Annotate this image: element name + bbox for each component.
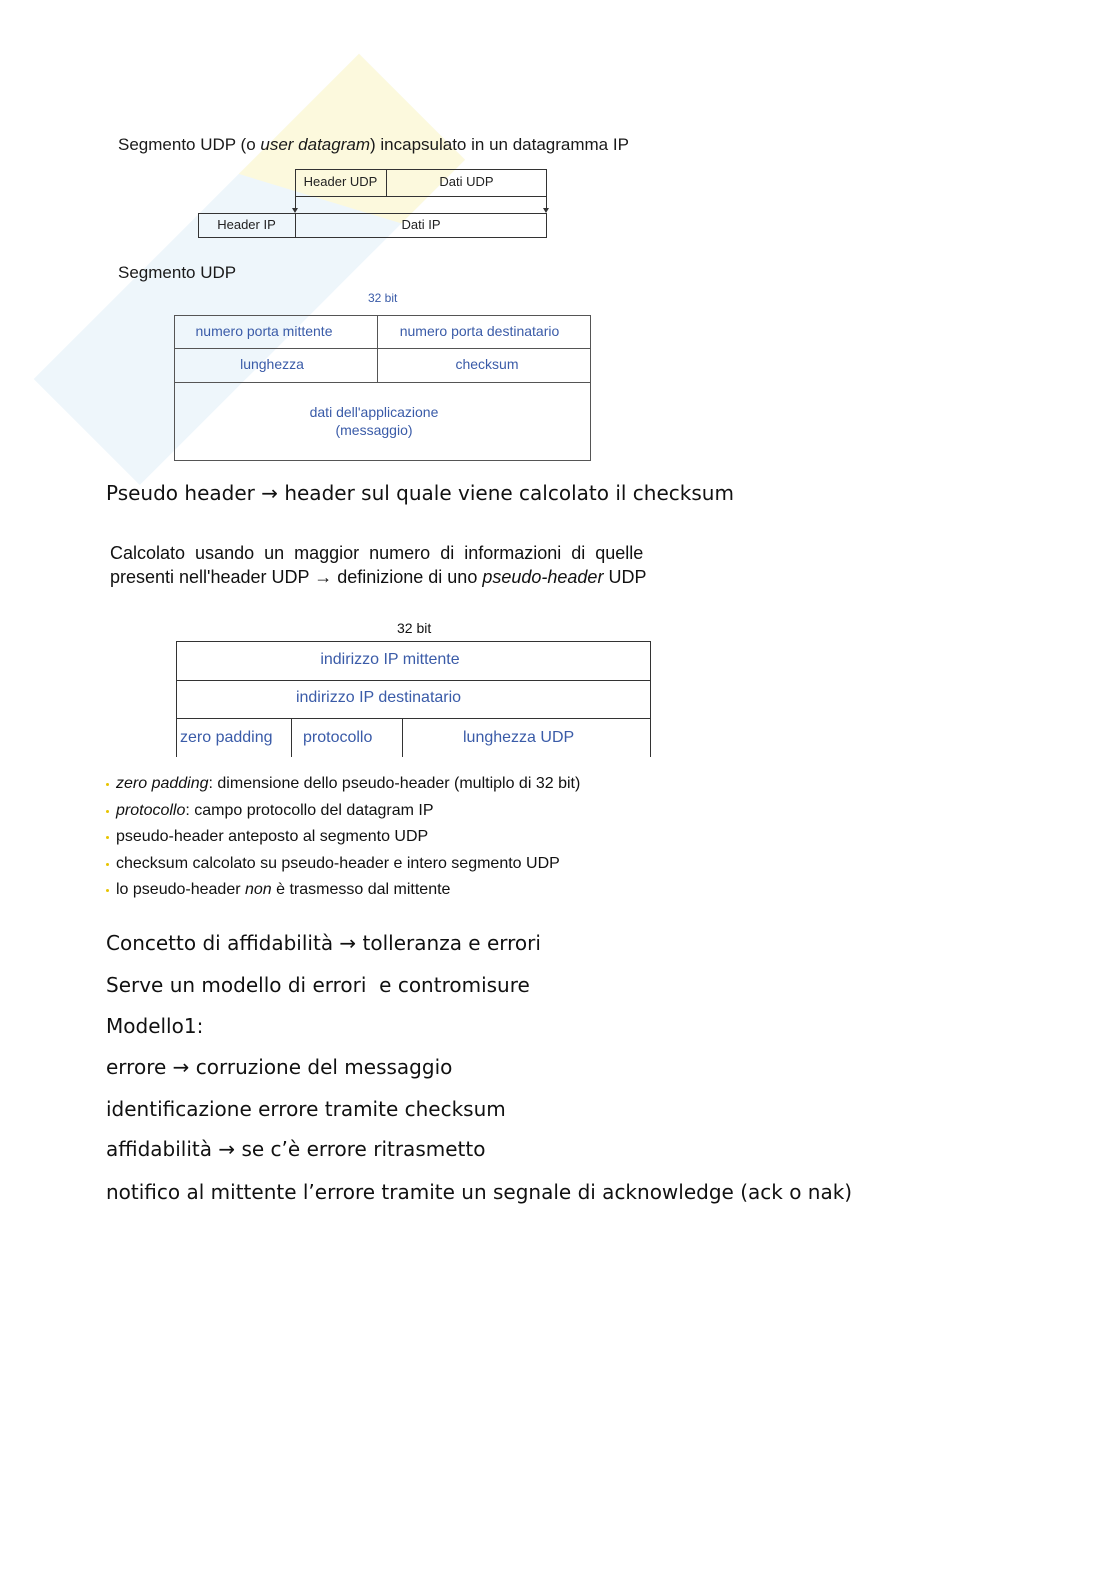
dati-ip-label: Dati IP [401, 217, 441, 232]
list-item: lo pseudo-header non è trasmesso dal mittente [106, 881, 580, 908]
note-line: identificazione errore tramite checksum [106, 1097, 506, 1121]
length-field: lunghezza [240, 356, 304, 372]
bullet-icon [106, 836, 109, 839]
bullet-icon [106, 783, 109, 786]
row-divider [174, 382, 591, 383]
row-divider [176, 718, 651, 719]
note-line: errore → corruzione del messaggio [106, 1055, 453, 1079]
list-item: pseudo-header anteposto al segmento UDP [106, 828, 580, 855]
pseudo-width-label: 32 bit [397, 620, 432, 636]
pseudo-header-title: Pseudo header → header sul quale viene calcolato il checksum [106, 481, 734, 505]
udp-length-field: lunghezza UDP [463, 729, 575, 746]
note-line: notifico al mittente l’errore tramite un segnale di acknowledge (ack o nak) [106, 1180, 853, 1204]
bullet-icon [106, 863, 109, 866]
note-line: Serve un modello di errori e contromisure [106, 973, 530, 997]
col-divider [650, 641, 651, 757]
list-item: zero padding: dimensione dello pseudo-header (multiplo di 32 bit) [106, 775, 580, 802]
source-ip-field: indirizzo IP mittente [320, 651, 460, 668]
bullet-icon [106, 889, 109, 892]
row-divider [174, 348, 591, 349]
udp-segment-caption: Segmento UDP [118, 263, 237, 282]
pseudo-header-desc-line1: Calcolato usando un maggior numero di informazioni di quelle [110, 543, 644, 563]
header-udp-label: Header UDP [303, 174, 378, 189]
checksum-field: checksum [455, 356, 519, 372]
udp-width-label: 32 bit [368, 291, 398, 305]
row-divider [176, 680, 651, 681]
list-item: protocollo: campo protocollo del datagram IP [106, 802, 580, 829]
data-field-line1: dati dell'applicazione [309, 404, 439, 420]
bullet-icon [106, 810, 109, 813]
pseudo-header-desc-line2: presenti nell'header UDP → definizione di uno pseudo-header UDP [110, 567, 647, 587]
note-line: affidabilità → se c’è errore ritrasmetto [106, 1137, 486, 1161]
dest-port-field: numero porta destinatario [399, 323, 560, 339]
col-divider [402, 718, 403, 757]
col-divider [291, 718, 292, 757]
note-line: Modello1: [106, 1014, 204, 1038]
row-divider [176, 641, 651, 642]
header-ip-label: Header IP [217, 217, 276, 232]
list-item: checksum calcolato su pseudo-header e intero segmento UDP [106, 855, 580, 882]
source-port-field: numero porta mittente [195, 323, 333, 339]
data-field-line2: (messaggio) [335, 422, 413, 438]
dati-udp-label: Dati UDP [439, 174, 494, 189]
encapsulation-caption: Segmento UDP (o user datagram) incapsulato in un datagramma IP [118, 135, 629, 154]
note-line: Concetto di affidabilità → tolleranza e errori [106, 931, 541, 955]
zero-padding-field: zero padding [180, 729, 273, 746]
protocol-field: protocollo [303, 729, 373, 746]
dest-ip-field: indirizzo IP destinatario [295, 689, 462, 706]
pseudo-header-bullets [106, 775, 580, 908]
